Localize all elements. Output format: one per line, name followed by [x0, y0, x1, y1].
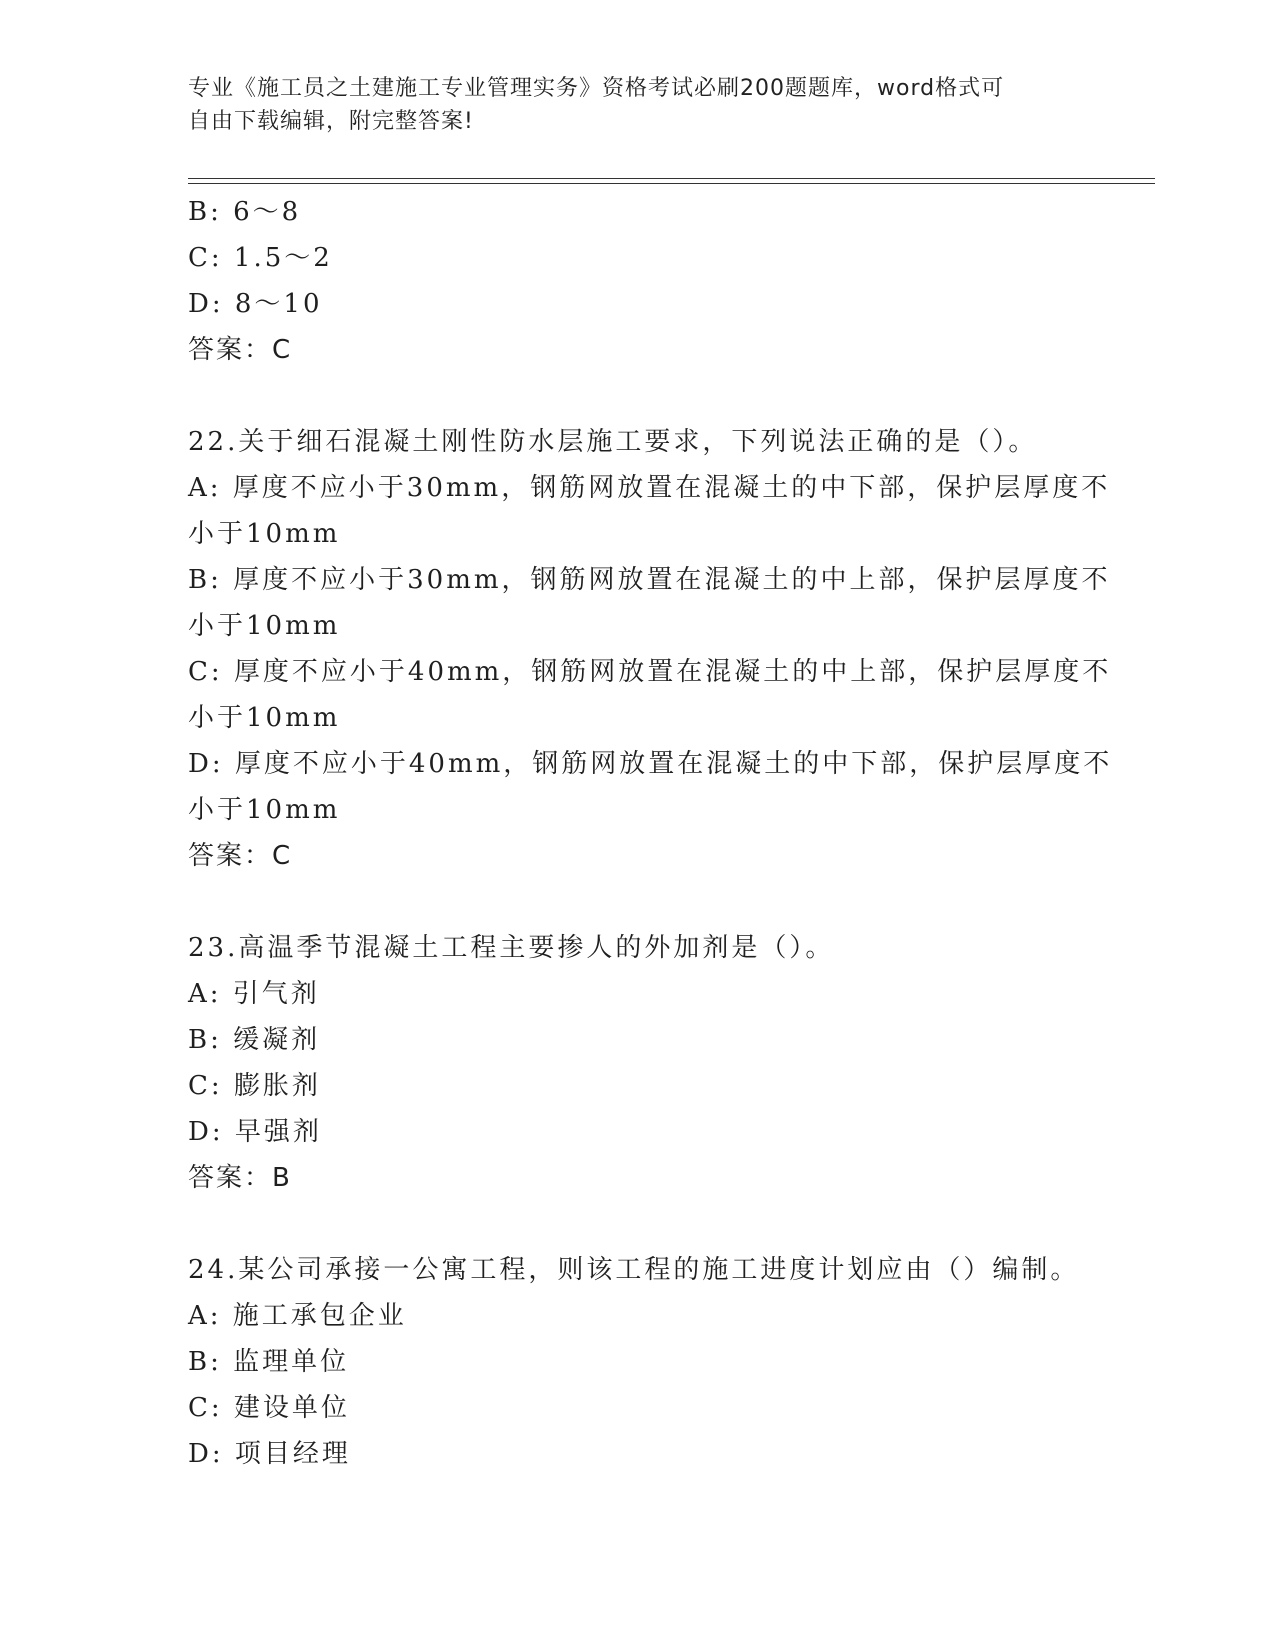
spacer [188, 879, 1088, 925]
option-d-line-1: D: 厚度不应小于40mm，钢筋网放置在混凝土的中下部，保护层厚度不 [188, 749, 1113, 779]
option-a-line-1: A: 厚度不应小于30mm，钢筋网放置在混凝土的中下部，保护层厚度不 [188, 473, 1111, 503]
question-stem: 23.高温季节混凝土工程主要掺人的外加剂是（）。 [188, 933, 835, 963]
header-title-line-1: 专业《施工员之土建施工专业管理实务》资格考试必刷200题题库，word格式可 [188, 76, 1005, 101]
spacer [188, 373, 1088, 419]
question-stem: 24.某公司承接一公寓工程，则该工程的施工进度计划应由（）编制。 [188, 1255, 1080, 1285]
header-divider-top [188, 178, 1155, 179]
option-d: D: 早强剂 [188, 1117, 322, 1147]
question-stem: 22.关于细石混凝土刚性防水层施工要求，下列说法正确的是（）。 [188, 427, 1038, 457]
option-c: C: 建设单位 [188, 1393, 350, 1423]
option-d-line-2: 小于10mm [188, 795, 341, 825]
answer-line: 答案：C [188, 335, 293, 365]
answer-line: 答案：B [188, 1163, 292, 1193]
option-c: C: 膨胀剂 [188, 1071, 321, 1101]
question-23 [188, 925, 1088, 1201]
option-a-line-2: 小于10mm [188, 519, 341, 549]
header-divider-bottom [188, 183, 1155, 184]
option-c-line-2: 小于10mm [188, 703, 341, 733]
document-header [188, 72, 1088, 138]
option-b: B: 缓凝剂 [188, 1025, 321, 1055]
question-21-partial [188, 189, 1088, 373]
answer-line: 答案：C [188, 841, 293, 871]
question-22 [188, 419, 1113, 879]
header-title-line-2: 自由下载编辑，附完整答案! [188, 109, 474, 134]
option-b-line-1: B: 厚度不应小于30mm，钢筋网放置在混凝土的中上部，保护层厚度不 [188, 565, 1111, 595]
question-24 [188, 1247, 1088, 1477]
option-d: D: 项目经理 [188, 1439, 351, 1469]
option-c-line-1: C: 厚度不应小于40mm，钢筋网放置在混凝土的中上部，保护层厚度不 [188, 657, 1112, 687]
option-a: A: 施工承包企业 [188, 1301, 407, 1331]
option-d: D: 8～10 [188, 289, 323, 319]
option-b: B: 6～8 [188, 197, 302, 227]
option-a: A: 引气剂 [188, 979, 320, 1009]
option-b: B: 监理单位 [188, 1347, 350, 1377]
option-c: C: 1.5～2 [188, 243, 333, 273]
spacer [188, 1201, 1088, 1247]
option-b-line-2: 小于10mm [188, 611, 341, 641]
question-content [188, 189, 1113, 1477]
